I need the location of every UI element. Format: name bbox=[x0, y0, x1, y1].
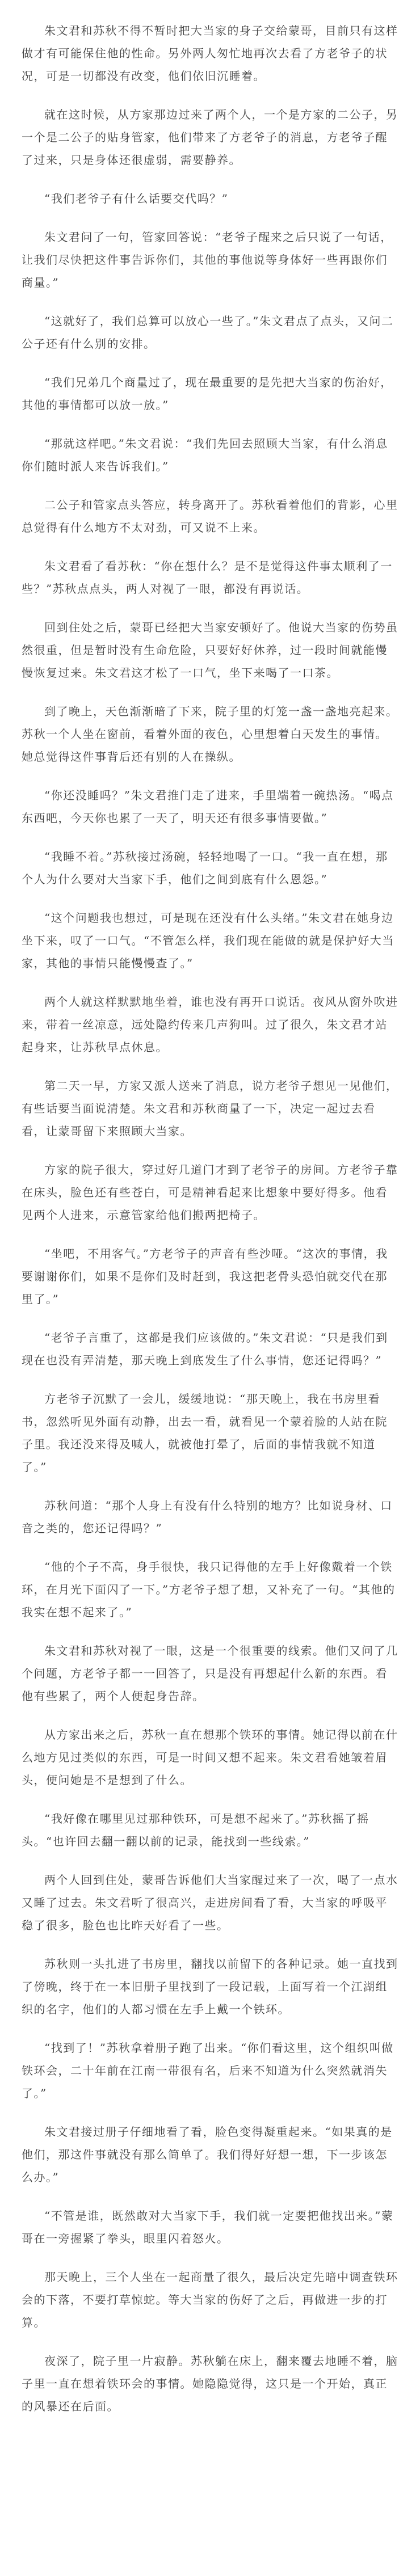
paragraph: “你还没睡吗？”朱文君推门走了进来，手里端着一碗热汤。“喝点东西吧，今天你也累了一天了，明天还有很多事情要做。” bbox=[22, 789, 394, 825]
paragraph: 从方家出来之后，苏秋一直在想那个铁环的事情。她记得以前在什么地方见过类似的东西，可是一时间又想不起来。朱文君看她皱着眉头，便问她是不是想到了什么。 bbox=[22, 1728, 398, 1787]
paragraph: 两个人就这样默默地坐着，谁也没有再开口说话。夜风从窗外吹进来，带着一丝凉意，远处隐约传来几声狗叫。过了很久，朱文君才站起身来，让苏秋早点休息。 bbox=[22, 995, 398, 1054]
paragraph: 朱文君看了看苏秋：“你在想什么？是不是觉得这件事太顺利了一些？”苏秋点点头，两人对视了一眼，都没有再说话。 bbox=[22, 559, 393, 596]
paragraph: 就在这时候，从方家那边过来了两个人，一个是方家的二公子，另一个是二公子的贴身管家，他们带来了方老爷子的消息，方老爷子醒了过来，只是身体还很虚弱，需要静养。 bbox=[22, 108, 398, 167]
paragraph: “老爷子言重了，这都是我们应该做的。”朱文君说：“只是我们到现在也没有弄清楚，那天晚上到底发生了什么事情，您还记得吗？” bbox=[22, 1331, 388, 1367]
paragraph: 夜深了，院子里一片寂静。苏秋躺在床上，翻来覆去地睡不着，脑子里一直在想着铁环会的事情。她隐隐觉得，这只是一个开始，真正的风暴还在后面。 bbox=[22, 2354, 398, 2413]
paragraph: 方家的院子很大，穿过好几道门才到了老爷子的房间。方老爷子靠在床头，脸色还有些苍白，可是精神看起来比想象中要好得多。他看见两个人进来，示意管家给他们搬两把椅子。 bbox=[22, 1163, 398, 1222]
paragraph: 那天晚上，三个人坐在一起商量了很久，最后决定先暗中调查铁环会的下落，不要打草惊蛇。等大当家的伤好了之后，再做进一步的打算。 bbox=[22, 2270, 398, 2329]
paragraph: 到了晚上，天色渐渐暗了下来，院子里的灯笼一盏一盏地亮起来。苏秋一个人坐在窗前，看着外面的夜色，心里想着白天发生的事情。她总觉得这件事背后还有别的人在操纵。 bbox=[22, 705, 398, 764]
paragraph: “这就好了，我们总算可以放心一些了。”朱文君点了点头，又问二公子还有什么别的安排。 bbox=[22, 314, 394, 351]
paragraph: 回到住处之后，蒙哥已经把大当家安顿好了。他说大当家的伤势虽然很重，但是暂时没有生命危险，只要好好休养，过一段时间就能慢慢恢复过来。朱文君这才松了一口气，坐下来喝了一口茶。 bbox=[22, 621, 398, 680]
paragraph: 方老爷子沉默了一会儿，缓缓地说：“那天晚上，我在书房里看书，忽然听见外面有动静，出去一看，就看见一个蒙着脸的人站在院子里。我还没来得及喊人，就被他打晕了，后面的事情我就不知道了。” bbox=[22, 1392, 388, 1474]
paragraph: “我好像在哪里见过那种铁环，可是想不起来了。”苏秋摇了摇头。“也许回去翻一翻以前的记录，能找到一些线索。” bbox=[22, 1812, 369, 1848]
paragraph: 朱文君和苏秋不得不暂时把大当家的身子交给蒙哥，目前只有这样做才有可能保住他的性命。另外两人匆忙地再次去看了方老爷子的状况，可是一切都没有改变，他们依旧沉睡着。 bbox=[22, 24, 398, 83]
paragraph: “他的个子不高，身手很快，我只记得他的左手上好像戴着一个铁环，在月光下面闪了一下。”方老爷子想了想，又补充了一句。“其他的我实在想不起来了。” bbox=[22, 1560, 396, 1619]
paragraph: 第二天一早，方家又派人送来了消息，说方老爷子想见一见他们，有些话要当面说清楚。朱文君和苏秋商量了一下，决定一起过去看看，让蒙哥留下来照顾大当家。 bbox=[22, 1079, 398, 1138]
paragraph: “我们老爷子有什么话要交代吗？” bbox=[44, 192, 229, 205]
paragraph: “这个问题我也想过，可是现在还没有什么头绪。”朱文君在她身边坐下来，叹了一口气。“不管怎么样，我们现在能做的就是保护好大当家，其他的事情只能慢慢查了。” bbox=[22, 911, 394, 970]
paragraph: “不管是谁，既然敢对大当家下手，我们就一定要把他找出来。”蒙哥在一旁握紧了拳头，眼里闪着怒火。 bbox=[22, 2209, 394, 2245]
paragraph: 苏秋问道：“那个人身上有没有什么特别的地方？比如说身材、口音之类的，您还记得吗？” bbox=[22, 1499, 393, 1535]
paragraph: “那就这样吧。”朱文君说：“我们先回去照顾大当家，有什么消息你们随时派人来告诉我们。” bbox=[22, 437, 388, 473]
paragraph: 朱文君和苏秋对视了一眼，这是一个很重要的线索。他们又问了几个问题，方老爷子都一一回答了，只是没有再想起什么新的东西。看他有些累了，两个人便起身告辞。 bbox=[22, 1644, 398, 1703]
paragraph: 苏秋则一头扎进了书房里，翻找以前留下的各种记录。她一直找到了傍晚，终于在一本旧册子里找到了一段记载，上面写着一个江湖组织的名字，他们的人都习惯在左手上戴一个铁环。 bbox=[22, 1957, 398, 2016]
paragraph: “我睡不着。”苏秋接过汤碗，轻轻地喝了一口。“我一直在想，那个人为什么要对大当家下手，他们之间到底有什么恩怨。” bbox=[22, 850, 388, 886]
paragraph: 两个人回到住处，蒙哥告诉他们大当家醒过来了一次，喝了一点水又睡了过去。朱文君听了很高兴，走进房间看了看，大当家的呼吸平稳了很多，脸色也比昨天好看了一些。 bbox=[22, 1873, 398, 1932]
paragraph: 朱文君接过册子仔细地看了看，脸色变得凝重起来。“如果真的是他们，那这件事就没有那么简单了。我们得好好想一想，下一步该怎么办。” bbox=[22, 2125, 393, 2184]
paragraph: “坐吧，不用客气。”方老爷子的声音有些沙哑。“这次的事情，我要谢谢你们，如果不是你们及时赶到，我这把老骨头恐怕就交代在那里了。” bbox=[22, 1247, 388, 1306]
paragraph: 二公子和管家点头答应，转身离开了。苏秋看着他们的背影，心里总觉得有什么地方不太对劲，可又说不上来。 bbox=[22, 498, 398, 534]
paragraph: 朱文君问了一句，管家回答说：“老爷子醒来之后只说了一句话，让我们尽快把这件事告诉你们，其他的事他说等身体好一些再跟你们商量。” bbox=[22, 230, 393, 289]
paragraph: “找到了！”苏秋拿着册子跑了出来。“你们看这里，这个组织叫做铁环会，二十年前在江南一带很有名，后来不知道为什么突然就消失了。” bbox=[22, 2041, 394, 2100]
paragraph: “我们兄弟几个商量过了，现在最重要的是先把大当家的伤治好，其他的事情都可以放一放。” bbox=[22, 376, 393, 412]
